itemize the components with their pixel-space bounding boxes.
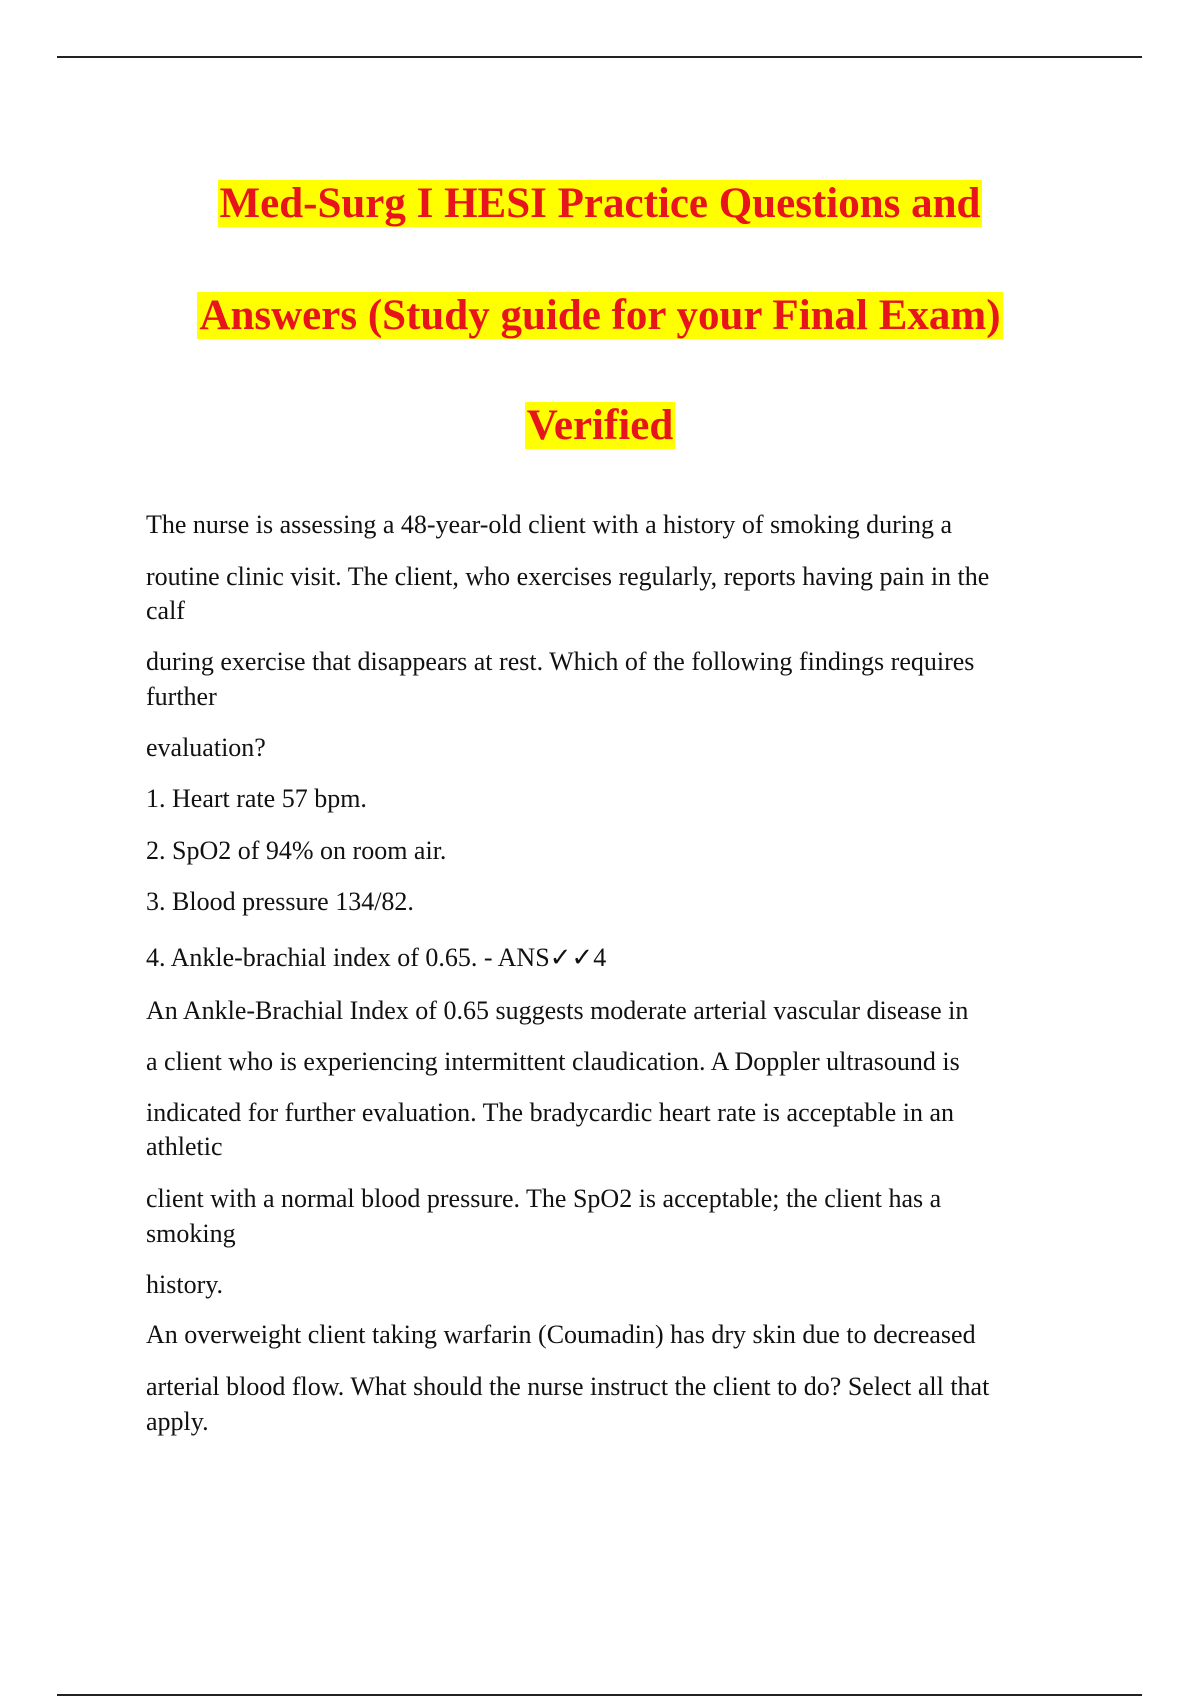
question-1-text-line: calf <box>146 596 185 625</box>
title-line-3 <box>0 397 1200 455</box>
question-1-text-line: further <box>146 682 217 711</box>
title-line-2 <box>0 287 1200 345</box>
question-2-text-line: arterial blood flow. What should the nurse instruct the client to do? Select all that <box>146 1372 990 1401</box>
answer-option-1: 1. Heart rate 57 bpm. <box>146 784 367 813</box>
title-highlight-1: Med-Surg I HESI Practice Questions and <box>219 179 981 227</box>
question-2-text-line: An overweight client taking warfarin (Coumadin) has dry skin due to decreased <box>146 1320 976 1349</box>
rationale-text-line: An Ankle-Brachial Index of 0.65 suggests moderate arterial vascular disease in <box>146 996 969 1025</box>
question-1-text-line: routine clinic visit. The client, who exercises regularly, reports having pain in the <box>146 562 990 591</box>
rationale-text-line: client with a normal blood pressure. The SpO2 is acceptable; the client has a <box>146 1184 942 1213</box>
answer-option-4: 4. Ankle-brachial index of 0.65. - ANS✓✓4 <box>146 943 607 972</box>
title-highlight-3: Verified <box>526 401 674 449</box>
question-1-text-line: The nurse is assessing a 48-year-old client with a history of smoking during a <box>146 510 953 539</box>
bottom-rule <box>57 1694 1142 1696</box>
rationale-text-line: indicated for further evaluation. The bradycardic heart rate is acceptable in an <box>146 1098 955 1127</box>
answer-option-3: 3. Blood pressure 134/82. <box>146 887 414 916</box>
title-highlight-2: Answers (Study guide for your Final Exam) <box>199 291 1001 339</box>
rationale-text-line: history. <box>146 1270 224 1299</box>
rationale-text-line: a client who is experiencing intermittent claudication. A Doppler ultrasound is <box>146 1047 960 1076</box>
question-2-text-line: apply. <box>146 1407 209 1436</box>
question-1-text-line: during exercise that disappears at rest. Which of the following findings requires <box>146 647 975 676</box>
top-rule <box>57 56 1142 58</box>
title-line-1 <box>0 175 1200 233</box>
answer-option-2: 2. SpO2 of 94% on room air. <box>146 836 447 865</box>
question-1-text-line: evaluation? <box>146 733 266 762</box>
rationale-text-line: smoking <box>146 1219 236 1248</box>
rationale-text-line: athletic <box>146 1132 223 1161</box>
